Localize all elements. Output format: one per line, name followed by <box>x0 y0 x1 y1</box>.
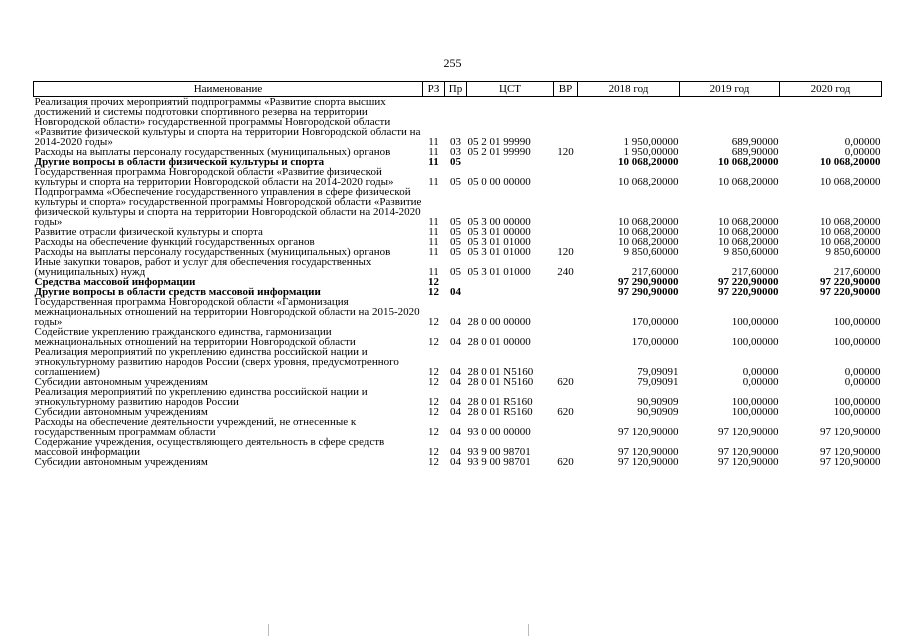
row-name: Развитие отрасли физической культуры и спорта <box>34 226 263 238</box>
row-2019: 10 068,20000 <box>718 156 779 168</box>
row-rz: 11 <box>428 136 439 148</box>
row-vr <box>554 157 578 167</box>
row-cst <box>467 277 554 287</box>
header-2020: 2020 год <box>780 82 882 97</box>
row-2020: 10 068,20000 <box>820 216 881 228</box>
row-2018: 170,00000 <box>631 316 679 328</box>
row-pr: 04 <box>450 336 461 348</box>
row-rz: 12 <box>428 286 439 298</box>
header-pr: Пр <box>445 82 467 97</box>
row-name: Содержание учреждения, осуществляющего деятельность в сфере средств массовой информации <box>34 436 385 458</box>
row-pr: 04 <box>450 456 461 468</box>
row-rz: 12 <box>428 426 439 438</box>
row-cst <box>467 157 554 167</box>
row-rz: 11 <box>428 146 439 158</box>
row-vr <box>554 327 578 347</box>
row-cst: 05 3 00 00000 <box>467 216 531 228</box>
row-pr: 04 <box>450 426 461 438</box>
row-pr: 04 <box>450 406 461 418</box>
row-rz: 11 <box>428 266 439 278</box>
row-2019: 100,00000 <box>731 336 779 348</box>
row-pr: 04 <box>450 446 461 458</box>
header-name: Наименование <box>34 82 423 97</box>
row-name: Расходы на выплаты персоналу государственных (муниципальных) органов <box>34 246 391 258</box>
row-2020: 0,00000 <box>844 366 881 378</box>
row-pr: 04 <box>450 396 461 408</box>
scan-artifact <box>528 624 529 636</box>
row-2019: 689,90000 <box>731 136 779 148</box>
row-name: Субсидии автономным учреждениям <box>34 406 208 418</box>
row-rz: 11 <box>428 236 439 248</box>
row-2019: 100,00000 <box>731 406 779 418</box>
row-name: Иные закупки товаров, работ и услуг для обеспечения государственных (муниципальных) нужд <box>34 256 372 278</box>
row-2019: 97 220,90000 <box>718 286 779 298</box>
row-vr <box>554 97 578 148</box>
row-vr: 120 <box>557 146 574 158</box>
row-pr: 05 <box>450 236 461 248</box>
row-cst: 93 0 00 00000 <box>467 426 531 438</box>
row-cst: 28 0 01 N5160 <box>467 376 534 388</box>
table-row <box>34 257 882 277</box>
row-vr <box>554 167 578 187</box>
table-row <box>34 417 882 437</box>
row-2018: 97 120,90000 <box>618 446 679 458</box>
row-vr: 620 <box>557 406 574 418</box>
row-2020: 100,00000 <box>833 336 881 348</box>
row-2020: 100,00000 <box>833 396 881 408</box>
row-2020: 100,00000 <box>833 316 881 328</box>
row-2020: 10 068,20000 <box>820 176 881 188</box>
row-cst: 28 0 01 R5160 <box>467 406 533 418</box>
row-cst: 28 0 01 R5160 <box>467 396 533 408</box>
row-2020: 217,60000 <box>833 266 881 278</box>
row-2018: 1 950,00000 <box>623 136 679 148</box>
table-row <box>34 327 882 347</box>
row-2020: 97 220,90000 <box>820 286 881 298</box>
row-2018: 10 068,20000 <box>618 226 679 238</box>
row-2019: 689,90000 <box>731 146 779 158</box>
row-name: Другие вопросы в области средств массовой информации <box>34 286 321 298</box>
row-vr <box>554 297 578 327</box>
row-vr <box>554 437 578 457</box>
row-name: Субсидии автономным учреждениям <box>34 456 208 468</box>
table-row <box>34 297 882 327</box>
row-name: Реализация мероприятий по укреплению единства российской нации и этнокультурному развитию народов России <box>34 386 368 408</box>
row-vr <box>554 277 578 287</box>
table-row <box>34 457 882 467</box>
row-pr: 03 <box>450 136 461 148</box>
row-name: Субсидии автономным учреждениям <box>34 376 208 388</box>
row-2019: 100,00000 <box>731 316 779 328</box>
row-pr: 05 <box>450 246 461 258</box>
row-cst: 28 0 01 00000 <box>467 336 531 348</box>
row-pr: 05 <box>450 266 461 278</box>
row-2019: 97 120,90000 <box>718 456 779 468</box>
row-2018: 97 290,90000 <box>618 276 679 288</box>
row-2018: 79,09091 <box>637 376 679 388</box>
row-rz: 12 <box>428 376 439 388</box>
row-2019: 100,00000 <box>731 396 779 408</box>
row-2018: 90,90909 <box>637 396 679 408</box>
row-2018: 9 850,60000 <box>623 246 679 258</box>
row-2018: 90,90909 <box>637 406 679 418</box>
row-2018: 79,09091 <box>637 366 679 378</box>
header-rz: РЗ <box>423 82 445 97</box>
row-name: Государственная программа Новгородской области «Гармонизация межнациональных отношений на территории Новгородской области на 2015-2020 годы» <box>34 296 420 328</box>
row-2020: 10 068,20000 <box>820 236 881 248</box>
row-rz: 12 <box>428 456 439 468</box>
row-2020: 0,00000 <box>844 146 881 158</box>
row-pr: 05 <box>450 226 461 238</box>
row-2019: 217,60000 <box>731 266 779 278</box>
header-vr: ВР <box>554 82 578 97</box>
row-vr <box>554 347 578 377</box>
row-vr: 240 <box>557 266 574 278</box>
row-cst: 93 9 00 98701 <box>467 446 531 458</box>
header-2019: 2019 год <box>680 82 780 97</box>
row-2018: 10 068,20000 <box>618 176 679 188</box>
row-2018: 10 068,20000 <box>618 236 679 248</box>
table-header-row <box>34 82 882 97</box>
row-vr <box>554 287 578 297</box>
row-2020: 9 850,60000 <box>825 246 881 258</box>
row-2020: 97 220,90000 <box>820 276 881 288</box>
row-pr: 04 <box>450 316 461 328</box>
table-row <box>34 97 882 148</box>
row-rz: 11 <box>428 226 439 238</box>
table-row <box>34 347 882 377</box>
row-2019: 97 120,90000 <box>718 446 779 458</box>
row-2019: 10 068,20000 <box>718 226 779 238</box>
row-vr <box>554 417 578 437</box>
table-row <box>34 387 882 407</box>
row-cst: 05 2 01 99990 <box>467 146 531 158</box>
row-rz: 12 <box>428 336 439 348</box>
row-cst: 05 2 01 99990 <box>467 136 531 148</box>
table-row <box>34 167 882 187</box>
row-2019: 97 120,90000 <box>718 426 779 438</box>
row-rz: 12 <box>428 446 439 458</box>
row-rz: 11 <box>428 216 439 228</box>
row-2018: 1 950,00000 <box>623 146 679 158</box>
row-2018: 217,60000 <box>631 266 679 278</box>
row-cst: 28 0 00 00000 <box>467 316 531 328</box>
budget-table <box>33 81 882 467</box>
row-pr: 04 <box>450 366 461 378</box>
row-vr <box>554 387 578 407</box>
row-name: Расходы на обеспечение функций государственных органов <box>34 236 315 248</box>
row-2019: 97 220,90000 <box>718 276 779 288</box>
row-name: Расходы на выплаты персоналу государственных (муниципальных) органов <box>34 146 391 158</box>
table-row <box>34 187 882 227</box>
row-vr: 620 <box>557 376 574 388</box>
row-pr: 05 <box>450 176 461 188</box>
row-name: Содействие укреплению гражданского единства, гармонизации межнациональных отношений на территории Новгородской области <box>34 326 356 348</box>
row-cst <box>467 287 554 297</box>
row-2018: 170,00000 <box>631 336 679 348</box>
row-name: Государственная программа Новгородской области «Развитие физической культуры и спорта на территории Новгородской области на 2014-2020 годы» <box>34 166 394 188</box>
row-2018: 10 068,20000 <box>618 216 679 228</box>
row-rz: 12 <box>428 406 439 418</box>
row-name: Реализация мероприятий по укреплению единства российской нации и этнокультурному развитию народов России (сверх уровня, предусмотренного соглашением) <box>34 346 399 378</box>
row-2018: 97 120,90000 <box>618 456 679 468</box>
row-name: Подпрограмма «Обеспечение государственного управления в сфере физической культуры и спорта» государственной программы Новгородской области «Развитие физической культуры и спорта на территории Новгородской области на 2014-2020 годы» <box>34 186 422 228</box>
row-rz: 12 <box>428 276 439 288</box>
row-name: Средства массовой информации <box>34 276 196 288</box>
row-2019: 10 068,20000 <box>718 216 779 228</box>
row-2019: 9 850,60000 <box>723 246 779 258</box>
row-2020: 10 068,20000 <box>820 156 881 168</box>
row-2019: 0,00000 <box>742 376 779 388</box>
page-number: 255 <box>443 56 462 70</box>
row-rz: 11 <box>428 156 439 168</box>
row-2019: 10 068,20000 <box>718 176 779 188</box>
row-cst: 28 0 01 N5160 <box>467 366 534 378</box>
row-vr: 620 <box>557 456 574 468</box>
row-rz: 12 <box>428 316 439 328</box>
row-2019: 10 068,20000 <box>718 236 779 248</box>
row-vr: 120 <box>557 246 574 258</box>
row-2019: 0,00000 <box>742 366 779 378</box>
row-2020: 97 120,90000 <box>820 456 881 468</box>
row-2020: 100,00000 <box>833 406 881 418</box>
row-cst: 05 3 01 01000 <box>467 236 531 248</box>
row-2020: 10 068,20000 <box>820 226 881 238</box>
row-2020: 97 120,90000 <box>820 426 881 438</box>
row-pr: 04 <box>450 376 461 388</box>
row-2018: 97 290,90000 <box>618 286 679 298</box>
row-vr <box>554 187 578 227</box>
row-2020: 0,00000 <box>844 376 881 388</box>
row-2018: 10 068,20000 <box>618 156 679 168</box>
row-rz: 12 <box>428 396 439 408</box>
header-2018: 2018 год <box>578 82 680 97</box>
row-cst: 05 0 00 00000 <box>467 176 531 188</box>
row-2018: 97 120,90000 <box>618 426 679 438</box>
row-pr: 04 <box>450 286 461 298</box>
row-rz: 11 <box>428 246 439 258</box>
row-rz: 12 <box>428 366 439 378</box>
row-rz: 11 <box>428 176 439 188</box>
row-cst: 05 3 01 01000 <box>467 246 531 258</box>
header-cst: ЦСТ <box>467 82 554 97</box>
row-cst: 05 3 01 01000 <box>467 266 531 278</box>
row-cst: 05 3 01 00000 <box>467 226 531 238</box>
row-vr <box>554 227 578 237</box>
row-pr: 05 <box>450 156 461 168</box>
scan-artifact <box>268 624 269 636</box>
table-row <box>34 437 882 457</box>
row-pr: 03 <box>450 146 461 158</box>
row-2020: 97 120,90000 <box>820 446 881 458</box>
row-pr: 05 <box>450 216 461 228</box>
row-name: Расходы на обеспечение деятельности учреждений, не отнесенные к государственным программам области <box>34 416 357 438</box>
row-name: Другие вопросы в области физической культуры и спорта <box>34 156 325 168</box>
row-name: Реализация прочих мероприятий подпрограммы «Развитие спорта высших достижений и системы подготовки спортивного резерва на территории Новгородской области» государственной программы Новгородской области «Развитие физической культуры и спорта на территории Новгородской области на 2014-2020 годы» <box>34 96 421 148</box>
row-2020: 0,00000 <box>844 136 881 148</box>
row-cst: 93 9 00 98701 <box>467 456 531 468</box>
